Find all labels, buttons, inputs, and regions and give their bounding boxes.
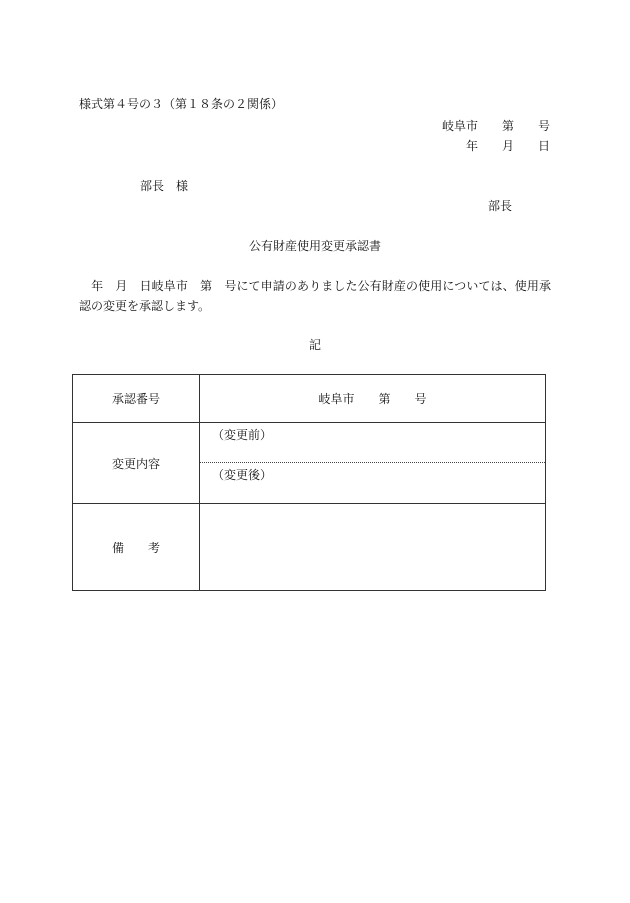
remarks-label: 備 考: [73, 504, 200, 591]
approval-number-label: 承認番号: [73, 375, 200, 423]
form-number: 様式第４号の３（第１８条の２関係）: [79, 97, 284, 111]
dotted-divider: [200, 462, 545, 463]
reference-number: 岐阜市 第 号: [441, 119, 550, 133]
details-table: [72, 374, 546, 591]
table-row-change-content: [73, 423, 546, 504]
ki-heading: 記: [308, 338, 321, 352]
issuer: 部長: [487, 199, 512, 213]
change-content-label: 変更内容: [73, 423, 200, 504]
change-before-label: （変更前）: [212, 428, 273, 442]
change-content-cell: [200, 423, 546, 504]
remarks-value: [200, 504, 546, 591]
document-title: 公有財産使用変更承認書: [248, 239, 381, 253]
body-text: 年 月 日岐阜市 第 号にて申請のありました公有財産の使用については、使用承認の変更を承認します。: [79, 279, 551, 313]
addressee: 部長 様: [140, 179, 189, 193]
approval-number-value: 岐阜市 第 号: [200, 375, 546, 423]
change-after-label: （変更後）: [212, 468, 273, 482]
issue-date: 年 月 日: [465, 139, 550, 153]
table-row-remarks: [73, 504, 546, 591]
table-row-approval-number: [73, 375, 546, 423]
